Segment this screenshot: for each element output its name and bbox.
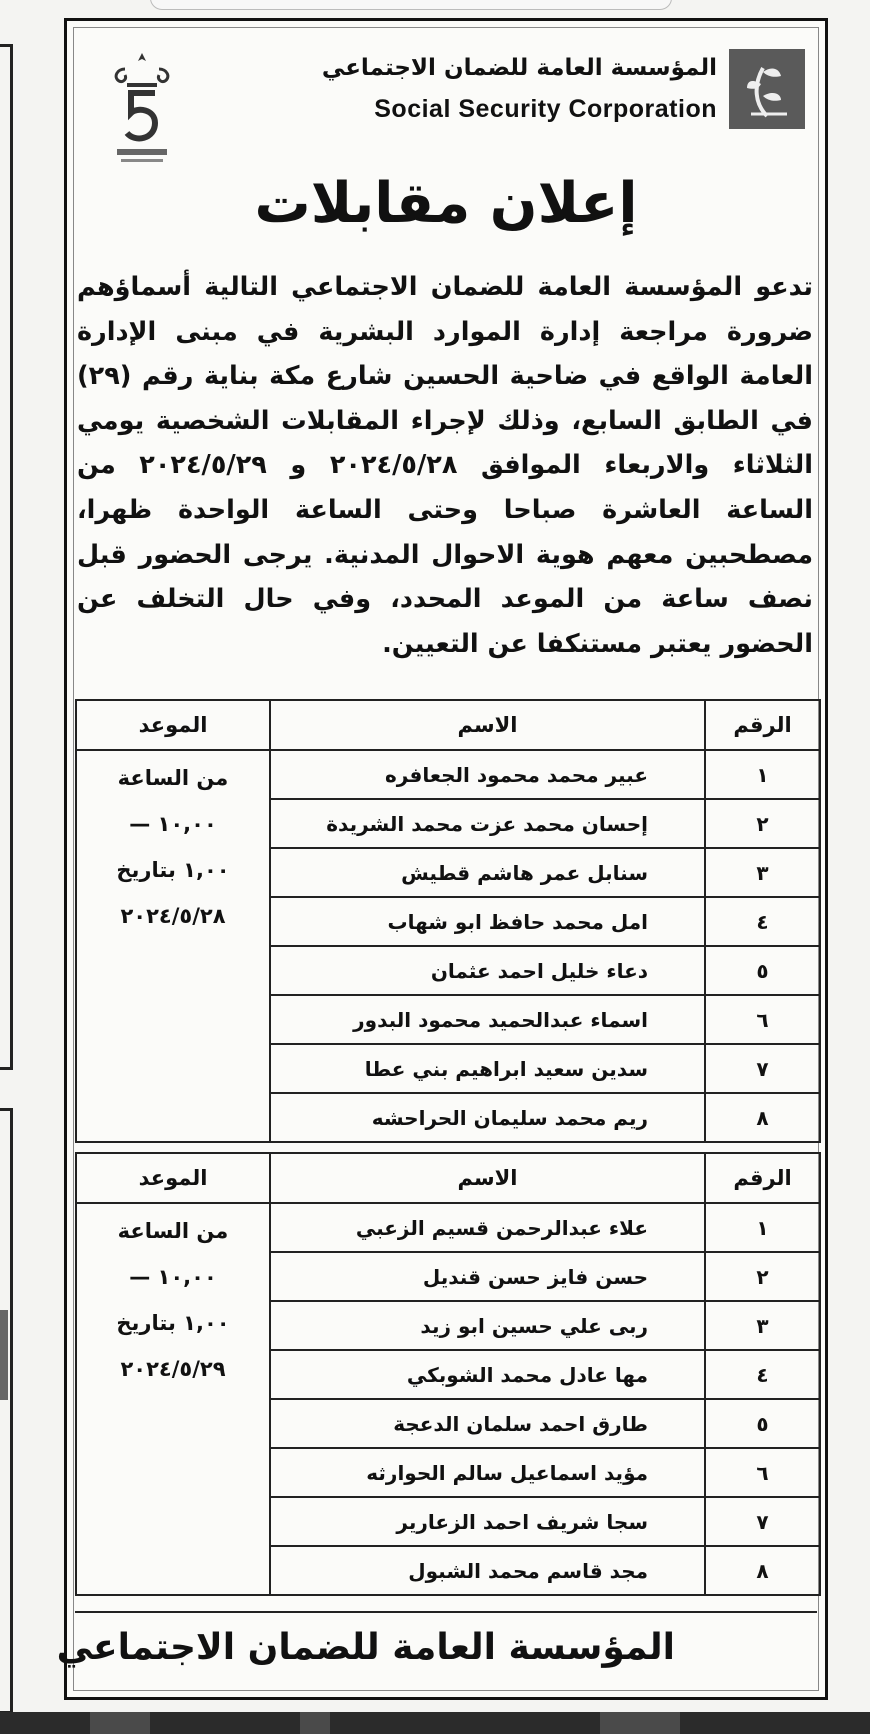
row-number: ٥ <box>705 1399 820 1448</box>
interview-announcement <box>56 18 828 1700</box>
row-number: ٦ <box>705 1448 820 1497</box>
row-name: دعاء خليل احمد عثمان <box>270 946 705 995</box>
row-number: ٨ <box>705 1546 820 1595</box>
row-name: عبير محمد محمود الجعافره <box>270 750 705 799</box>
column-header-appointment: الموعد <box>76 700 270 750</box>
row-number: ٨ <box>705 1093 820 1142</box>
column-header-name: الاسم <box>270 700 705 750</box>
row-name: سنابل عمر هاشم قطيش <box>270 848 705 897</box>
appointment-line: ٢٠٢٤/٥/٢٨ <box>120 904 226 928</box>
row-number: ٧ <box>705 1497 820 1546</box>
row-name: مها عادل محمد الشوبكي <box>270 1350 705 1399</box>
announcement-title: إعلان مقابلات <box>254 171 638 236</box>
adjacent-ad-frame <box>0 1108 13 1714</box>
row-number: ٣ <box>705 848 820 897</box>
row-name: حسن فايز حسن قنديل <box>270 1252 705 1301</box>
row-number: ٥ <box>705 946 820 995</box>
row-name: طارق احمد سلمان الدعجة <box>270 1399 705 1448</box>
column-header-number: الرقم <box>705 1153 820 1203</box>
appointment-line: ١,٠٠ بتاريخ <box>116 858 230 882</box>
row-name: سجا شريف احمد الزعارير <box>270 1497 705 1546</box>
row-number: ٢ <box>705 799 820 848</box>
appointment-line: ١,٠٠ بتاريخ <box>116 1311 230 1335</box>
row-name: إحسان محمد عزت محمد الشريدة <box>270 799 705 848</box>
appointment-line: من الساعة <box>117 766 229 790</box>
appointment-line: ١٠,٠٠ — <box>129 812 217 836</box>
column-header-number: الرقم <box>705 700 820 750</box>
background-pill <box>150 0 672 10</box>
adjacent-ad-bar <box>0 1310 8 1400</box>
appointment-cell <box>76 750 270 1142</box>
row-name: امل محمد حافظ ابو شهاب <box>270 897 705 946</box>
row-number: ٤ <box>705 897 820 946</box>
interview-table-day-2 <box>75 1152 821 1596</box>
row-name: علاء عبدالرحمن قسيم الزعبي <box>270 1203 705 1252</box>
row-number: ١ <box>705 750 820 799</box>
row-name: مؤيد اسماعيل سالم الحوارثه <box>270 1448 705 1497</box>
footer-divider <box>75 1611 817 1613</box>
row-number: ٤ <box>705 1350 820 1399</box>
bottom-strip-segment <box>300 1712 330 1734</box>
row-name: مجد قاسم محمد الشبول <box>270 1546 705 1595</box>
table-row <box>76 1203 820 1252</box>
column-header-appointment: الموعد <box>76 1153 270 1203</box>
footer-signature: المؤسسة العامة للضمان الاجتماعي <box>56 1627 675 1668</box>
bottom-strip-segment <box>90 1712 150 1734</box>
bottom-strip <box>0 1712 870 1734</box>
row-number: ٢ <box>705 1252 820 1301</box>
row-name: سدين سعيد ابراهيم بني عطا <box>270 1044 705 1093</box>
row-number: ٦ <box>705 995 820 1044</box>
column-header-name: الاسم <box>270 1153 705 1203</box>
org-name-arabic: المؤسسة العامة للضمان الاجتماعي <box>321 55 717 81</box>
row-number: ٣ <box>705 1301 820 1350</box>
appointment-line: من الساعة <box>117 1219 229 1243</box>
table-row <box>76 750 820 799</box>
bottom-strip-segment <box>600 1712 680 1734</box>
row-name: ربى علي حسين ابو زيد <box>270 1301 705 1350</box>
appointment-cell <box>76 1203 270 1595</box>
org-name-english: Social Security Corporation <box>374 95 717 123</box>
row-number: ١ <box>705 1203 820 1252</box>
appointment-line: ٢٠٢٤/٥/٢٩ <box>120 1357 226 1381</box>
adjacent-ad-frame <box>0 44 13 1070</box>
row-number: ٧ <box>705 1044 820 1093</box>
ssc-logo-icon <box>729 49 805 129</box>
row-name: ريم محمد سليمان الحراحشه <box>270 1093 705 1142</box>
interview-table-day-1 <box>75 699 821 1143</box>
jordan-centennial-emblem-icon <box>97 47 187 173</box>
announcement-body: تدعو المؤسسة العامة للضمان الاجتماعي التالية أسماؤهم ضرورة مراجعة إدارة الموارد البشرية في مبنى الإدارة العامة الواقع في ضاحية الحسين شارع مكة بناية رقم (٢٩) في الطابق السابع، وذلك لإجراء المقابلات الشخصية يومي الثلاثاء والاربعاء الموافق ٢٠٢٤/٥/٢٨ و ٢٠٢٤/٥/٢٩ من الساعة العاشرة صباحا وحتى الساعة الواحدة ظهرا، مصطحبين معهم هوية الاحوال المدنية. يرجى الحضور قبل نصف ساعة من الموعد المحدد، وفي حال التخلف عن الحضور يعتبر مستنكفا عن التعيين. <box>77 272 813 659</box>
header <box>87 33 805 183</box>
appointment-line: ١٠,٠٠ — <box>129 1265 217 1289</box>
row-name: اسماء عبدالحميد محمود البدور <box>270 995 705 1044</box>
